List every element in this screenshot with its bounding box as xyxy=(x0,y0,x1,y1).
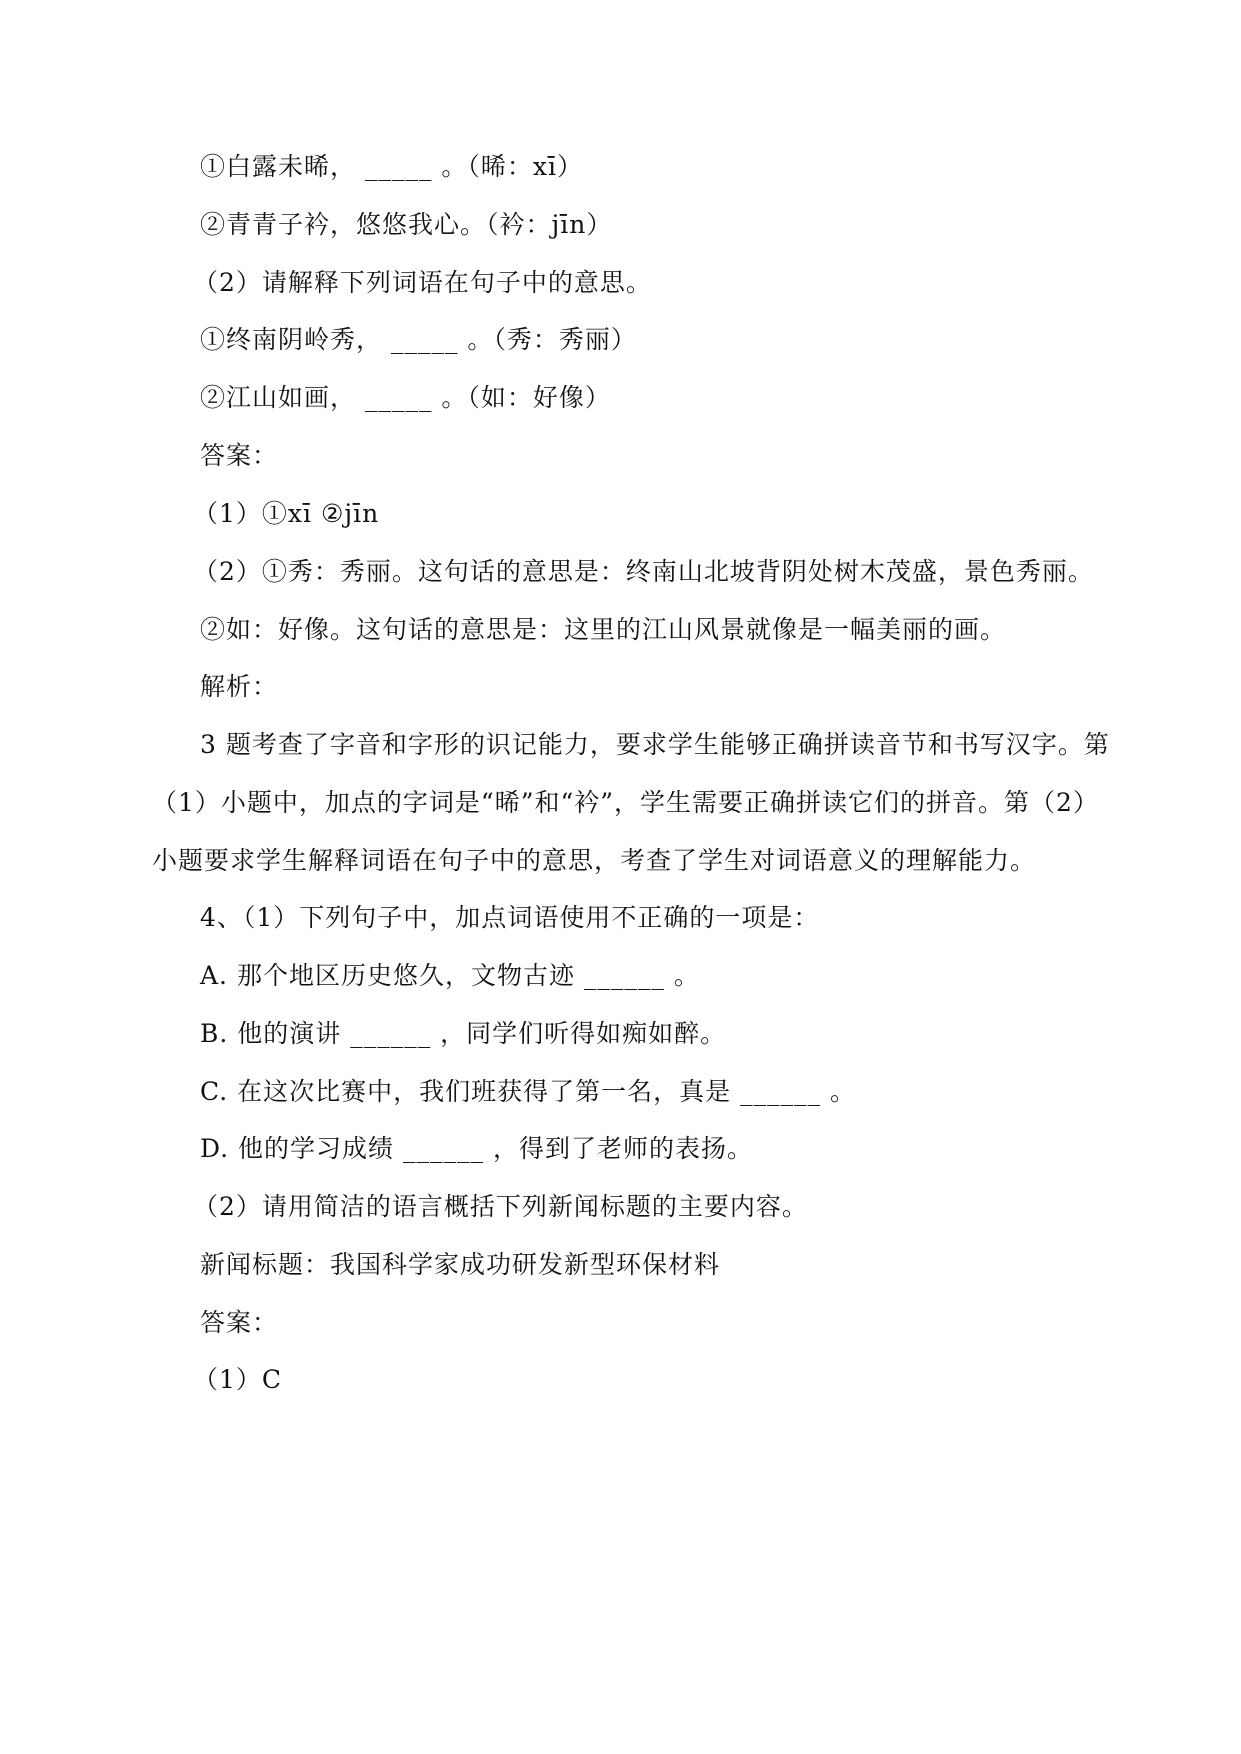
news-title: 新闻标题：我国科学家成功研发新型环保材料 xyxy=(200,1250,721,1279)
answer-heading: 答案： xyxy=(200,441,279,470)
question-line-5: ②江山如画， _____ 。（如：好像） xyxy=(200,383,611,412)
answer-heading-2: 答案： xyxy=(200,1308,279,1337)
option-d: D. 他的学习成绩 ______ ，得到了老师的表扬。 xyxy=(200,1134,753,1163)
answer-line-2: （2）①秀：秀丽。这句话的意思是：终南山北坡背阴处树木茂盛，景色秀丽。 xyxy=(193,557,1094,586)
option-a: A. 那个地区历史悠久，文物古迹 ______ 。 xyxy=(200,961,700,990)
question-line-4: ①终南阴岭秀， _____ 。（秀：秀丽） xyxy=(200,325,637,354)
question-4-line-2: （2）请用简洁的语言概括下列新闻标题的主要内容。 xyxy=(193,1192,808,1221)
question-line-1: ①白露未晞， _____ 。（晞：xī） xyxy=(200,152,583,181)
analysis-line-1: 3 题考查了字音和字形的识记能力，要求学生能够正确拼读音节和书写汉字。第 xyxy=(200,730,1110,759)
option-b: B. 他的演讲 ______ ，同学们听得如痴如醉。 xyxy=(200,1019,727,1048)
question-line-3: （2）请解释下列词语在句子中的意思。 xyxy=(193,268,652,297)
analysis-line-2: （1）小题中，加点的字词是“晞”和“衿”，学生需要正确拼读它们的拼音。第（2） xyxy=(152,788,1099,817)
analysis-line-3: 小题要求学生解释词语在句子中的意思，考查了学生对词语意义的理解能力。 xyxy=(152,846,1037,875)
option-c: C. 在这次比赛中，我们班获得了第一名，真是 ______ 。 xyxy=(200,1077,857,1106)
question-4-line-1: 4、（1）下列句子中，加点词语使用不正确的一项是： xyxy=(200,903,820,932)
analysis-heading: 解析： xyxy=(200,672,279,701)
answer-line-3: ②如：好像。这句话的意思是：这里的江山风景就像是一幅美丽的画。 xyxy=(200,615,1007,644)
answer-4-line-1: （1）C xyxy=(193,1365,283,1394)
answer-line-1: （1）①xī ②jīn xyxy=(193,499,380,528)
question-line-2: ②青青子衿，悠悠我心。（衿：jīn） xyxy=(200,210,613,239)
